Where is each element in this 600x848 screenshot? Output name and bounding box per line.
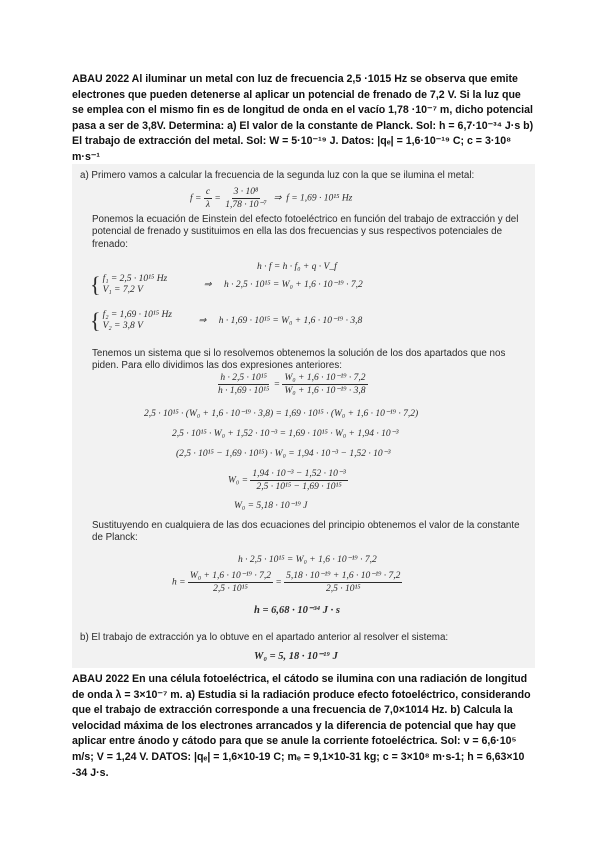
part-a-intro: a) Primero vamos a calcular la frecuencia de la segunda luz con la que se ilumina el metal:	[80, 170, 475, 181]
problem-2-statement: ABAU 2022 En una célula fotoeléctrica, el cátodo se ilumina con una radiación de longitud de onda λ = 3×10⁻⁷ m. a) Estudia si la radiación produce efecto fotoeléctrico, considerando que el trabajo de extracción corresponde a una frecuencia de 7,0×1014 Hz. b) Calcula la velocidad máxima de los electrones arrancados y la diferencia de potencial que hay que aplicar entre ánodo y cátodo para que se anule la corriente fotoeléctrica. Sol: v = 6,6·10⁵ m/s; V = 1,24 V. DATOS: |qₑ| = 1,6×10-19 C; mₑ = 9,1×10-31 kg; c = 3×10⁸ m·s-1; h = 6,63×10 -34 J·s.	[72, 673, 531, 779]
h-result: h = 6,68 · 10⁻³⁴ J · s	[254, 605, 340, 616]
part-b-intro: b) El trabajo de extracción ya lo obtuve en el apartado anterior al resolver el sistema:	[80, 632, 449, 643]
h-fraction: h = $\frac{\text{W₀ + 1,6 · 10⁻¹⁹ · 7,2}}{\text{2,5 · 10¹⁵}}$ = $\frac{\text{5,18 · 10⁻¹⁹ + 1,6 · 10⁻¹⁹ · 7,2}}{\text{2,5 · 10¹⁵}}$	[172, 571, 401, 594]
planck-equation: h · 2,5 · 10¹⁵ = W₀ + 1,6 · 10⁻¹⁹ · 7,2	[238, 555, 377, 565]
division-equation: $\frac{\text{h · 2,5 · 10¹⁵}}{\text{h · 1,69 · 10¹⁵}}$ = $\frac{\text{W₀ + 1,6 · 10⁻¹⁹ · 7,2}}{\text{W₀ + 1,6 · 10⁻¹⁹ · 3,8}}$	[218, 373, 366, 396]
step-2: 2,5 · 10¹⁵ · W₀ + 1,52 · 10⁻³ = 1,69 · 10¹⁵ · W₀ + 1,94 · 10⁻³	[172, 429, 399, 439]
planck-paragraph: Sustituyendo en cualquiera de las dos ecuaciones del principio obtenemos el valor de la constante de Planck:	[92, 520, 520, 544]
step-3: (2,5 · 10¹⁵ − 1,69 · 10¹⁵) · W₀ = 1,94 · 10⁻³ − 1,52 · 10⁻³	[176, 449, 391, 459]
w0-result: W₀ = 5,18 · 10⁻¹⁹ J	[234, 501, 308, 511]
system-2: { f₂ = 1,69 · 10¹⁵ Hz V₂ = 3,8 V ⇒ h · 1,69 · 10¹⁵ = W₀ + 1,6 · 10⁻¹⁹ · 3,8	[90, 308, 363, 333]
einstein-equation: h · f = h · f₀ + q · V_f	[257, 262, 337, 272]
frequency-equation: f = $\frac{c}{\lambda}$ = $\frac{\text{3 · 10⁸}}{\text{1,78 · 10⁻⁷}}$ ⇒ f = 1,69 · 10¹⁵ Hz	[190, 187, 353, 210]
solution-image	[72, 164, 535, 668]
problem-1-statement: ABAU 2022 Al iluminar un metal con luz de frecuencia 2,5 ·1015 Hz se observa que emite electrones que pueden detenerse al aplicar un potencial de frenado de 7,2 V. Si la luz que se emplea con el mismo fin es de longitud de onda en el vacío 1,78 ·10⁻⁷ m, dicho potencial pasa a ser de 3,8V. Determina: a) El valor de la constante de Planck. Sol: h = 6,7·10⁻³⁴ J·s b) El trabajo de extracción del metal. Sol: W = 5·10⁻¹⁹ J. Datos: |qₑ| = 1,6·10⁻¹⁹ C; c = 3·10⁸ m·s⁻¹	[72, 73, 534, 163]
step-1: 2,5 · 10¹⁵ · (W₀ + 1,6 · 10⁻¹⁹ · 3,8) = 1,69 · 10¹⁵ · (W₀ + 1,6 · 10⁻¹⁹ · 7,2)	[144, 409, 419, 419]
w0-fraction: W₀ = $\frac{\text{1,94 · 10⁻³ − 1,52 · 10⁻³}}{\text{2,5 · 10¹⁵ − 1,69 · 10¹⁵}}$	[228, 469, 346, 492]
system-paragraph: Tenemos un sistema que si lo resolvemos obtenemos la solución de los dos apartados que nos piden. Para ello dividimos las dos expresiones anteriores:	[92, 348, 506, 372]
part-b-result: W₀ = 5, 18 · 10⁻¹⁹ J	[254, 651, 338, 662]
einstein-paragraph: Ponemos la ecuación de Einstein del efecto fotoeléctrico en función del trabajo de extracción y del potencial de frenado y sustituimos en ella las dos frecuencias y sus respectivos potenciales de frenado:	[92, 214, 519, 250]
system-1: { f₁ = 2,5 · 10¹⁵ Hz V₁ = 7,2 V ⇒ h · 2,5 · 10¹⁵ = W₀ + 1,6 · 10⁻¹⁹ · 7,2	[90, 272, 363, 297]
